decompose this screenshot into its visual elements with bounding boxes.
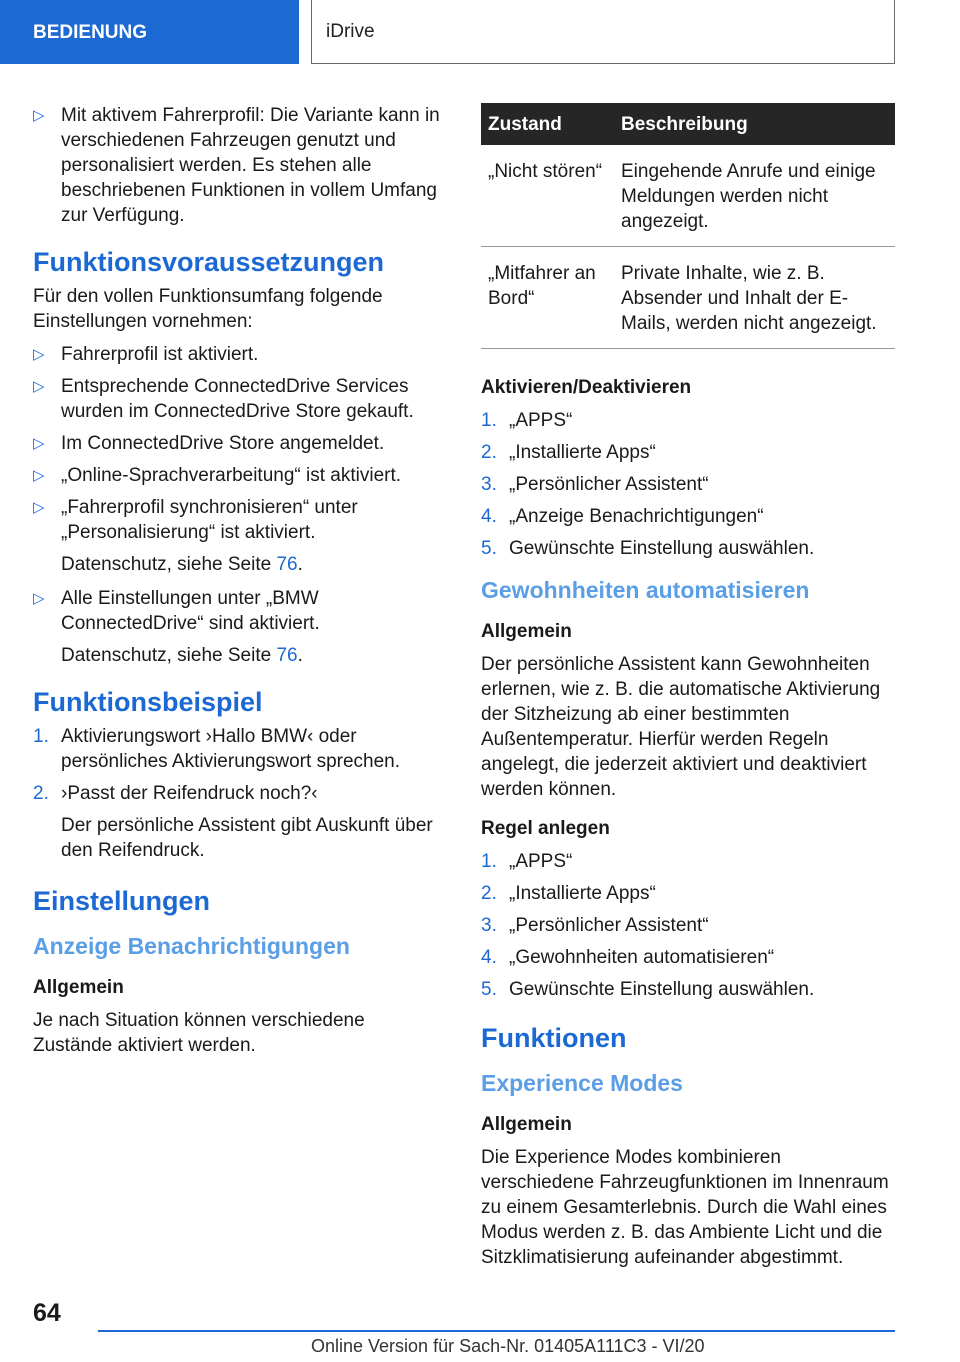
section-title: BEDIENUNG xyxy=(33,21,148,43)
step-number: 4. xyxy=(481,506,497,527)
step-item: 3. „Persönlicher Assistent“ xyxy=(481,474,709,495)
list-item: ▷ Im ConnectedDrive Store angemeldet. xyxy=(33,433,385,454)
page-number: 64 xyxy=(33,1299,61,1327)
heading-rule: Regel anlegen xyxy=(481,818,610,839)
privacy-note: Datenschutz, siehe Seite 76. xyxy=(61,645,303,666)
heading-notifications: Anzeige Benachrichtigungen xyxy=(33,933,350,959)
table-cell: „Mitfahrer an Bord“ xyxy=(481,247,614,349)
step-number: 4. xyxy=(481,947,497,968)
heading-prerequisites: Funktionsvoraussetzungen xyxy=(33,247,385,277)
column-header-state: Zustand xyxy=(481,103,614,145)
triangle-bullet-icon: ▷ xyxy=(33,435,45,452)
step-number: 3. xyxy=(481,915,497,936)
chapter-header xyxy=(311,0,895,64)
paragraph: Für den vollen Funktionsumfang folgende Einstellungen vornehmen: xyxy=(33,286,383,332)
heading-habits: Gewohnheiten automatisieren xyxy=(481,577,810,603)
heading-activate: Aktivieren/Deaktivieren xyxy=(481,377,692,398)
triangle-bullet-icon: ▷ xyxy=(33,378,45,395)
right-column xyxy=(481,103,895,1284)
paragraph: Der persönliche Assistent kann Gewohnheiten erlernen, wie z. B. die automatische Aktivierung der Sitzheizung ab einer bestimmten Außentemperatur. Hierfür werden Regeln angelegt, die jederzeit aktiviert und deaktiviert werden können. xyxy=(481,654,881,800)
list-item: ▷ Fahrerprofil ist aktiviert. xyxy=(33,344,259,365)
state-table xyxy=(481,103,895,349)
list-item: ▷ „Fahrerprofil synchronisieren“ unter „Personalisierung“ ist aktiviert. xyxy=(33,497,358,543)
table-row xyxy=(481,247,895,349)
list-item: ▷ Mit aktivem Fahrerprofil: Die Variante kann in verschiedenen Fahrzeugen genutzt und personalisiert werden. Es stehen alle beschriebenen Funktionen in vollem Umfang zur Verfügung. xyxy=(33,105,440,226)
left-column xyxy=(33,103,443,1072)
table-row xyxy=(481,145,895,247)
step-item: 3. „Persönlicher Assistent“ xyxy=(481,915,709,936)
step-item: 4. „Anzeige Benachrichtigungen“ xyxy=(481,506,764,527)
step-number: 5. xyxy=(481,979,497,1000)
triangle-bullet-icon: ▷ xyxy=(33,590,45,607)
step-item: 2. „Installierte Apps“ xyxy=(481,883,656,904)
chapter-title: iDrive xyxy=(326,21,375,42)
step-item: 5. Gewünschte Einstellung auswählen. xyxy=(481,538,815,559)
footer-online-version: Online Version für Sach-Nr. 01405A111C3 - VI/20 xyxy=(311,1336,705,1356)
step-number: 5. xyxy=(481,538,497,559)
example-note: Der persönliche Assistent gibt Auskunft über den Reifendruck. xyxy=(61,815,433,861)
step-item: 2. „Installierte Apps“ xyxy=(481,442,656,463)
table-header-row xyxy=(481,103,895,145)
privacy-note: Datenschutz, siehe Seite 76. xyxy=(61,554,303,575)
step-item: 2. ›Passt der Reifendruck noch?‹ xyxy=(33,783,318,804)
page-link[interactable]: 76 xyxy=(276,645,298,666)
triangle-bullet-icon: ▷ xyxy=(33,107,45,124)
step-number: 1. xyxy=(481,851,497,872)
table-cell: Eingehende Anrufe und einige Meldungen werden nicht angezeigt. xyxy=(614,145,895,247)
section-header xyxy=(0,0,299,64)
step-item: 1. „APPS“ xyxy=(481,851,573,872)
triangle-bullet-icon: ▷ xyxy=(33,346,45,363)
footer-divider xyxy=(98,1330,895,1332)
column-header-description: Beschreibung xyxy=(614,103,895,145)
step-number: 3. xyxy=(481,474,497,495)
list-item: ▷ „Online-Sprachverarbeitung“ ist aktiviert. xyxy=(33,465,402,486)
paragraph: Die Experience Modes kombinieren verschiedene Fahrzeugfunktionen im Innenraum zu einem Gesamterlebnis. Durch die Wahl eines Modus werden z. B. das Ambiente Licht und die Sitzklimatisierung aufeinander abgestimmt. xyxy=(481,1147,889,1268)
heading-example: Funktionsbeispiel xyxy=(33,687,263,717)
step-number: 2. xyxy=(33,783,49,804)
step-number: 1. xyxy=(33,726,49,747)
paragraph: Je nach Situation können verschiedene Zustände aktiviert werden. xyxy=(33,1010,365,1056)
step-item: 1. „APPS“ xyxy=(481,410,573,431)
table-cell: „Nicht stören“ xyxy=(481,145,614,247)
heading-general: Allgemein xyxy=(481,621,572,642)
step-item: 1. Aktivierungswort ›Hallo BMW‹ oder persönliches Aktivierungswort sprechen. xyxy=(33,726,401,772)
list-item: ▷ Alle Einstellungen unter „BMW ConnectedDrive“ sind aktiviert. xyxy=(33,588,320,634)
step-number: 2. xyxy=(481,883,497,904)
page-link[interactable]: 76 xyxy=(276,554,298,575)
heading-general: Allgemein xyxy=(481,1114,572,1135)
step-number: 2. xyxy=(481,442,497,463)
heading-experience-modes: Experience Modes xyxy=(481,1070,683,1096)
triangle-bullet-icon: ▷ xyxy=(33,467,45,484)
step-item: 4. „Gewohnheiten automatisieren“ xyxy=(481,947,775,968)
table-cell: Private Inhalte, wie z. B. Absender und Inhalt der E-Mails, werden nicht angezeigt. xyxy=(614,247,895,349)
heading-settings: Einstellungen xyxy=(33,886,211,916)
list-item: ▷ Entsprechende ConnectedDrive Services wurden im ConnectedDrive Store gekauft. xyxy=(33,376,414,422)
heading-general: Allgemein xyxy=(33,977,124,998)
step-item: 5. Gewünschte Einstellung auswählen. xyxy=(481,979,815,1000)
heading-functions: Funktionen xyxy=(481,1023,627,1053)
step-number: 1. xyxy=(481,410,497,431)
triangle-bullet-icon: ▷ xyxy=(33,499,45,516)
